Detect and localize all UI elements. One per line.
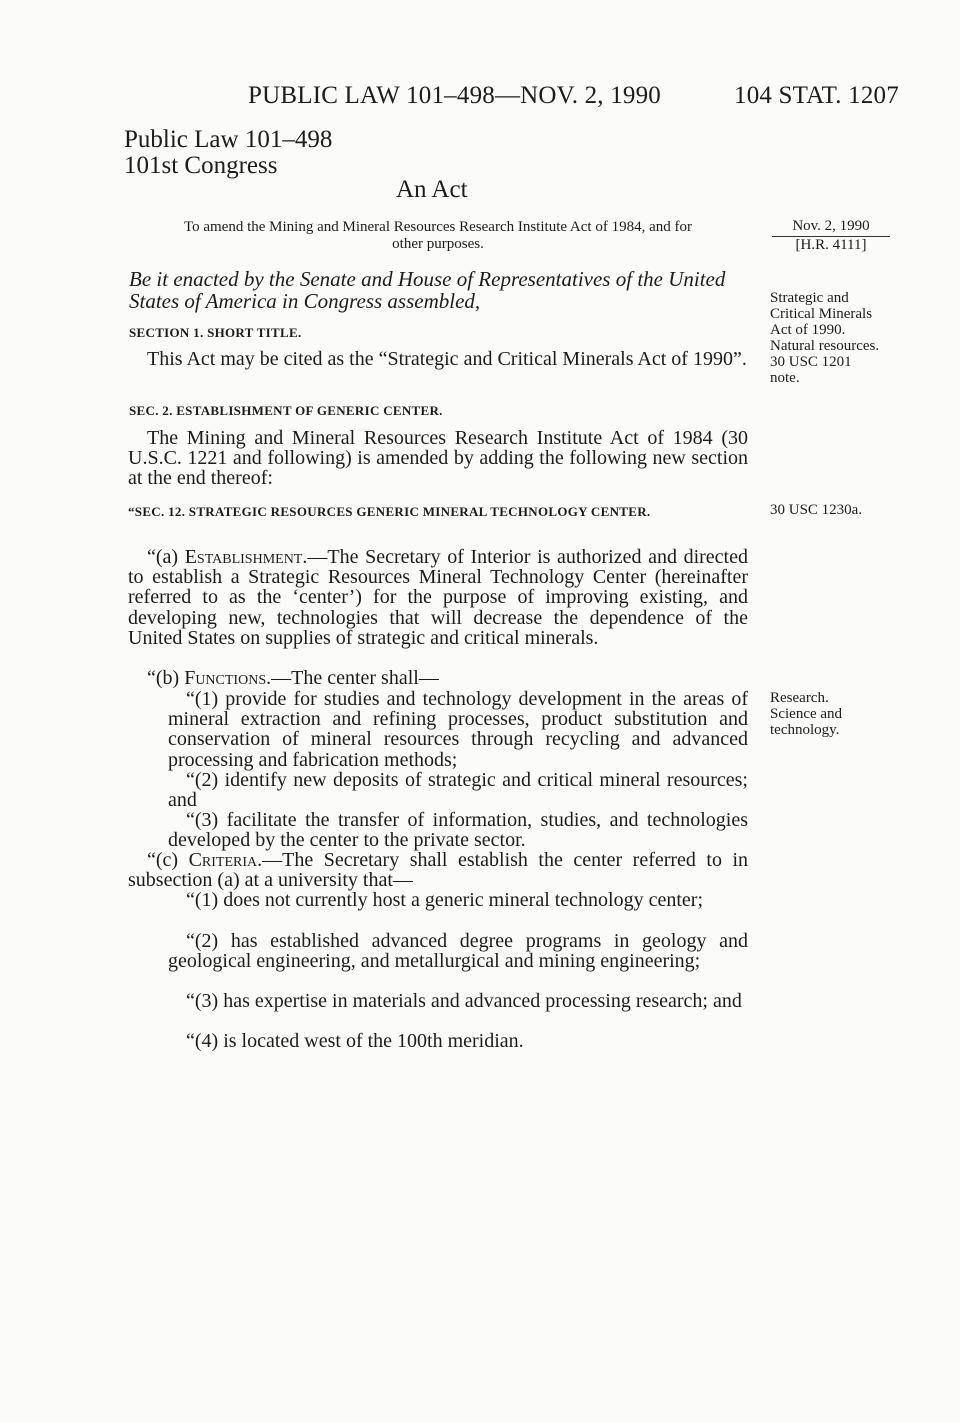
section-12-heading xyxy=(128,503,748,521)
subsection-a-label: Establishment xyxy=(184,546,303,568)
congress-number: 101st Congress xyxy=(124,152,278,179)
act-title: An Act xyxy=(396,176,468,203)
enactment-date: Nov. 2, 1990 xyxy=(772,218,890,237)
paragraph-c2: “(2) has established advanced degree programs in geology and geological engineering, and metallurgical and mining engineering; xyxy=(168,930,748,973)
paragraph-b1: “(1) provide for studies and technology development in the areas of mineral extraction and refining processes, product substitution and conservation of mineral resources through recycling and advanced processing and fabrication methods; xyxy=(168,688,748,771)
purpose-clause xyxy=(126,219,750,253)
subsection-b xyxy=(128,668,748,688)
section-12-heading-text: “SEC. 12. STRATEGIC RESOURCES GENERIC MINERAL TECHNOLOGY CENTER. xyxy=(128,504,651,519)
purpose-line-2: other purposes. xyxy=(392,236,484,252)
subsection-a-lead: “(a) xyxy=(147,546,185,568)
margin-note-usc: 30 USC 1201 note. xyxy=(770,354,852,386)
public-law-number: Public Law 101–498 xyxy=(124,126,333,153)
subsection-b-text: .—The center shall— xyxy=(266,667,439,689)
margin-notes-short-title xyxy=(770,290,892,386)
subsection-b-lead: “(b) xyxy=(147,667,185,689)
section-2-text: The Mining and Mineral Resources Research Institute Act of 1984 (30 U.S.C. 1221 and following) is amended by adding the following new section at the end thereof: xyxy=(128,427,748,490)
running-header-right: 104 STAT. 1207 xyxy=(734,82,899,109)
running-header-left: PUBLIC LAW 101–498—NOV. 2, 1990 xyxy=(248,82,662,109)
subsection-a xyxy=(128,547,748,648)
margin-note-short-title: Strategic and Critical Minerals Act of 1990. xyxy=(770,290,873,338)
paragraph-b2: “(2) identify new deposits of strategic and critical mineral resources; and xyxy=(168,769,748,812)
margin-date-block xyxy=(772,218,890,254)
subsection-b-label: Functions xyxy=(184,667,267,689)
margin-note-natural-resources: Natural resources. xyxy=(770,338,880,354)
subsection-c-lead: “(c) xyxy=(147,849,189,871)
paragraph-c4: “(4) is located west of the 100th meridian. xyxy=(186,1030,524,1052)
paragraph-c1: “(1) does not currently host a generic mineral technology center; xyxy=(186,889,704,911)
section-2-heading: SEC. 2. ESTABLISHMENT OF GENERIC CENTER. xyxy=(129,403,443,418)
paragraph-c3: “(3) has expertise in materials and advanced processing research; and xyxy=(186,990,742,1012)
subsection-c-label: Criteria xyxy=(188,849,258,871)
margin-note-research: Research. xyxy=(770,690,829,706)
margin-notes-research xyxy=(770,690,870,738)
bill-number: [H.R. 4111] xyxy=(795,237,867,253)
law-identification xyxy=(124,127,332,179)
subsection-c xyxy=(128,850,748,890)
margin-note-sec12-cite: 30 USC 1230a. xyxy=(770,502,863,518)
subsection-a-text: .—The Secretary of Interior is authorized and directed to establish a Strategic Resources Mineral Technology Center (hereinafter referred to as the ‘center’) for the purpose of improving existing, and developing new, technologies that will decrease the dependence of the United States on supplies of strategic and critical minerals. xyxy=(128,546,748,649)
enacting-clause: Be it enacted by the Senate and House of Representatives of the United States of America in Congress assembled, xyxy=(129,267,726,313)
section-1-text: This Act may be cited as the “Strategic and Critical Minerals Act of 1990”. xyxy=(147,348,747,370)
paragraph-b3: “(3) facilitate the transfer of information, studies, and technologies developed by the center to the private sector. xyxy=(168,809,748,852)
subsection-c-text: .—The Secretary shall establish the center referred to in subsection (a) at a university that— xyxy=(128,849,749,892)
section-1-heading: SECTION 1. SHORT TITLE. xyxy=(129,325,302,340)
purpose-line-1: To amend the Mining and Mineral Resources Research Institute Act of 1984, and for xyxy=(184,219,692,235)
margin-note-science: Science and technology. xyxy=(770,706,843,738)
